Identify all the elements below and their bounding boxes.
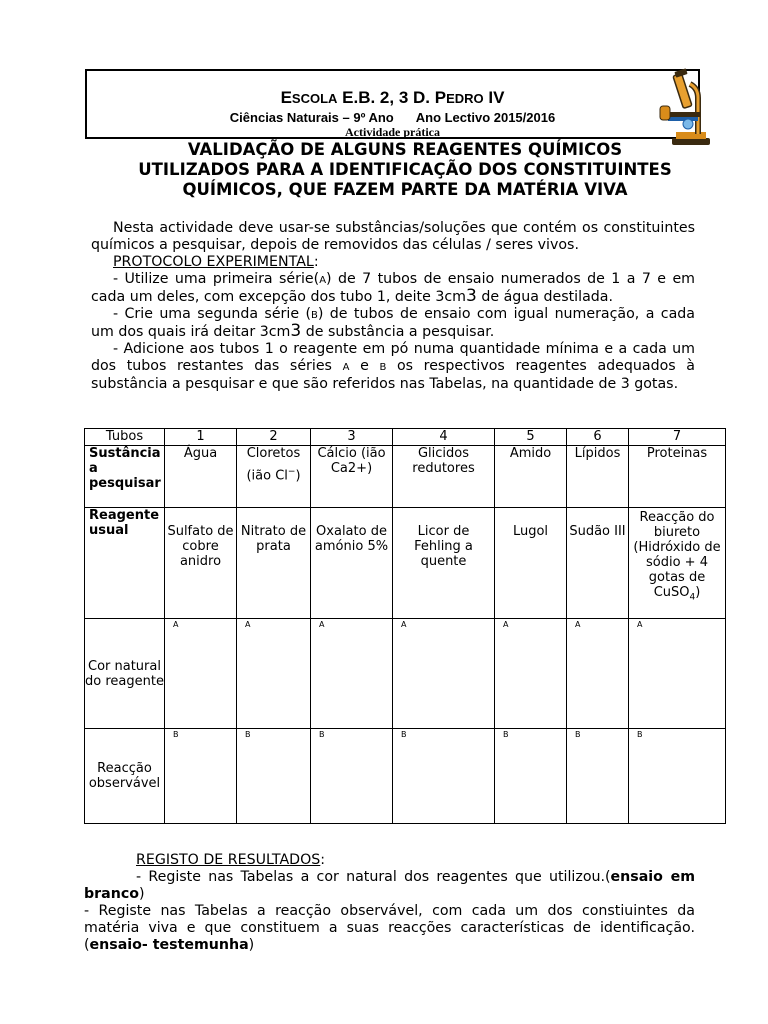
- table-cell: B: [567, 729, 629, 824]
- table-cell: Cloretos (ião Cl−): [237, 446, 311, 508]
- table-cell: Oxalato de amónio 5%: [311, 508, 393, 619]
- results-section: [84, 852, 695, 954]
- table-cell: B: [495, 729, 567, 824]
- main-title: VALIDAÇÃO DE ALGUNS REAGENTES QUÍMICOS UTILIZADOS PARA A IDENTIFICAÇÃO DOS CONSTITUINTES QUÍMICOS, QUE FAZEM PARTE DA MATÉRIA VIVA: [138, 140, 672, 199]
- header-box: [85, 69, 700, 139]
- table-cell: Glicidos redutores: [393, 446, 495, 508]
- protocol-step-3: - Adicione aos tubos 1 o reagente em pó numa quantidade mínima e a cada um dos tubos restantes das séries A e B os respectivos reagentes adequados à substância a pesquisar e que são referidos nas Tabelas, na quantidade de 3 gotas.: [91, 341, 695, 392]
- table-row-reagent: [85, 508, 726, 619]
- table-cell: Amido: [495, 446, 567, 508]
- table-cell: A: [629, 619, 726, 729]
- table-row-substance: [85, 446, 726, 508]
- results-item-1: - Registe nas Tabelas a cor natural dos reagentes que utilizou.(ensaio em branco): [84, 869, 695, 902]
- row-label: Reagente usual: [85, 508, 165, 619]
- table-cell: A: [393, 619, 495, 729]
- table-cell: B: [311, 729, 393, 824]
- subject-label: Ciências Naturais – 9º Ano: [229, 110, 394, 125]
- school-name: ESCOLA E.B. 2, 3 D. PEDRO IV: [280, 88, 505, 107]
- protocol-step-1: - Utilize uma primeira série(A) de 7 tubos de ensaio numerados de 1 a 7 e em cada um deles, com excepção dos tubo 1, deite 3cm3 de água destilada.: [91, 271, 695, 306]
- header-cell: 4: [393, 429, 495, 446]
- table-cell: Proteinas: [629, 446, 726, 508]
- table-cell: Sudão III: [567, 508, 629, 619]
- table-cell: B: [237, 729, 311, 824]
- table-cell: Reacção do biureto (Hidróxido de sódio + 4 gotas de CuSO$_4$): [629, 508, 726, 619]
- results-item-2: - Registe nas Tabelas a reacção observável, com cada um dos constiuintes da matéria viva e que constituem a suas reacções características de identificação.(ensaio- testemunha): [84, 903, 695, 953]
- course-line: [87, 110, 698, 125]
- school-year: Ano Lectivo 2015/2016: [415, 110, 556, 125]
- table-cell: A: [165, 619, 237, 729]
- row-label: Reacção observável: [85, 729, 165, 824]
- table-cell: Licor de Fehling a quente: [393, 508, 495, 619]
- table-cell: Sulfato de cobre anidro: [165, 508, 237, 619]
- header-cell: 3: [311, 429, 393, 446]
- intro-paragraph: Nesta actividade deve usar-se substâncias/soluções que contém os constituintes químicos a pesquisar, depois de removidos das células / seres vivos.: [91, 220, 695, 253]
- row-label: Sustância a pesquisar: [85, 446, 165, 508]
- table-cell: A: [495, 619, 567, 729]
- table-row-color: [85, 619, 726, 729]
- table-cell: Lípidos: [567, 446, 629, 508]
- table-cell: Água: [165, 446, 237, 508]
- header-cell: 2: [237, 429, 311, 446]
- activity-type: Actividade prática: [345, 125, 440, 139]
- reagents-table: [84, 428, 726, 824]
- protocol-heading: PROTOCOLO EXPERIMENTAL:: [113, 254, 319, 270]
- intro-text: [91, 220, 695, 393]
- header-cell: 7: [629, 429, 726, 446]
- table-cell: Nitrato de prata: [237, 508, 311, 619]
- header-cell: 5: [495, 429, 567, 446]
- table-cell: A: [567, 619, 629, 729]
- header-cell: Tubos: [85, 429, 165, 446]
- table-cell: Cálcio (ião Ca2+): [311, 446, 393, 508]
- header-cell: 6: [567, 429, 629, 446]
- table-cell: A: [237, 619, 311, 729]
- table-cell: B: [629, 729, 726, 824]
- header-cell: 1: [165, 429, 237, 446]
- table-cell: A: [311, 619, 393, 729]
- table-cell: Lugol: [495, 508, 567, 619]
- microscope-icon: [658, 68, 716, 148]
- table-cell: B: [393, 729, 495, 824]
- protocol-step-2: - Crie uma segunda série (B) de tubos de ensaio com igual numeração, a cada um dos quais irá deitar 3cm3 de substância a pesquisar.: [91, 306, 695, 341]
- table-row-reaction: [85, 729, 726, 824]
- table-header-row: [85, 429, 726, 446]
- row-label: Cor natural do reagente: [85, 619, 165, 729]
- results-heading: REGISTO DE RESULTADOS:: [136, 852, 326, 868]
- table-cell: B: [165, 729, 237, 824]
